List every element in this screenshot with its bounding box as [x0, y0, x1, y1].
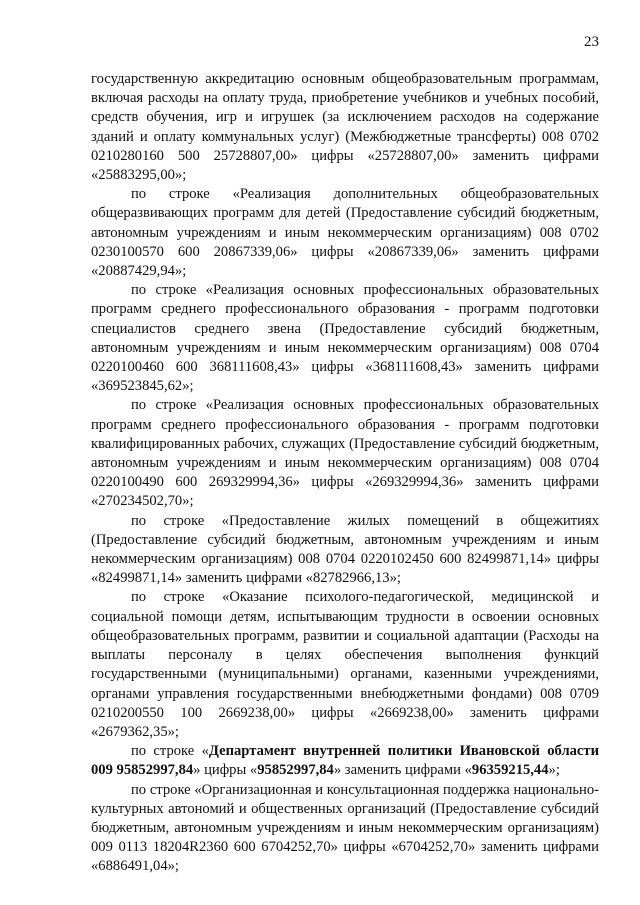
text-line: некоммерческим организациям) 008 0704 0220102450 600 82499871,14»: [91, 551, 552, 568]
text-line: организациям) 008 0704 0220100490 600 269329994,36» цифры: [91, 455, 599, 491]
text-line: по строке «Оказание психолого-педагогической, медицинской и: [131, 589, 599, 606]
text-line: (Расходы на выплаты персоналу в целях обеспечения выполнения функций: [91, 627, 599, 664]
text-line: некоммерческим организациям) 009 0113 18204R2360 600 6704252,70»: [91, 819, 600, 856]
text-line: (Предоставление субсидий бюджетным, автономным учреждениям и иным: [91, 531, 599, 548]
text-line: национально-культурных автономий и общественных организаций: [91, 781, 600, 817]
text-line: цифрами «2679362,35»;: [91, 704, 599, 740]
text-fragment: по строке «: [131, 743, 209, 760]
paragraph-7: [91, 742, 599, 780]
paragraph-3: [91, 281, 599, 396]
text-line: «368111608,43» заменить цифрами «369523845,62»;: [91, 359, 599, 395]
document-body: [91, 70, 599, 877]
text-line: организациям) 008 0702 0230100570 600 20867339,06» цифры «20867339,06»: [91, 224, 599, 260]
paragraph-5: [91, 512, 599, 589]
text-line: и учебных пособий, средств обучения, игр и игрушек (за исключением: [91, 90, 599, 126]
old-amount: 95852997,84: [257, 762, 334, 779]
text-line: «25728807,00» заменить цифрами «25883295,00»;: [91, 147, 599, 184]
text-line: общеобразовательных программ, развитии и социальной адаптации: [91, 627, 519, 644]
text-line: 008 0709 0210200550 100 2669238,00» цифры «2669238,00» заменить: [91, 685, 599, 721]
text-line: государственную аккредитацию основным общеобразовательным: [91, 71, 512, 87]
text-line: бюджетным, автономным учреждениям и иным некоммерческим: [91, 435, 599, 472]
page-number: 23: [584, 34, 599, 50]
text-line: «269329994,36» заменить цифрами «270234502,70»;: [91, 474, 599, 510]
paragraph-2: [91, 185, 599, 281]
text-line: квалифицированных рабочих, служащих (Предоставление субсидий: [91, 435, 517, 452]
text-line: по строке «Реализация дополнительных общеобразовательных: [131, 186, 599, 203]
text-line: расходов на содержание зданий и оплату коммунальных услуг): [91, 109, 599, 145]
text-fragment: » заменить цифрами «: [333, 762, 472, 779]
text-line: по строке «Реализация основных профессиональных образовательных: [131, 282, 599, 299]
text-line: общеразвивающих программ для детей (Предоставление субсидий: [91, 205, 516, 222]
text-line: заменить цифрами «20887429,94»;: [91, 243, 599, 280]
department-name: Департамент внутренней политики Ивановской области: [208, 743, 599, 760]
text-line: цифры «82499871,14» заменить цифрами «82782966,13»;: [91, 551, 600, 587]
new-amount: 96359215,44: [471, 762, 549, 779]
text-line: государственными (муниципальными) органами, казенными учреждениями,: [91, 666, 599, 683]
text-fragment: »;: [548, 762, 560, 779]
text-line: программ среднего профессионального образования - программ подготовки: [91, 416, 599, 433]
text-line: (Межбюджетные трансферты) 008 0702 0210280160 500 25728807,00» цифры: [91, 128, 600, 164]
text-line: по строке «Реализация основных профессиональных образовательных: [131, 397, 599, 414]
text-line: программ среднего профессионального образования - программ: [91, 301, 520, 318]
text-fragment: » цифры «: [193, 762, 258, 779]
text-line: по строке «Организационная и консультационная поддержка: [131, 781, 510, 798]
paragraph-4: [91, 396, 599, 511]
text-line: программам, включая расходы на оплату труда, приобретение учебников: [91, 71, 599, 107]
text-line: подготовки специалистов среднего звена (Предоставление субсидий: [91, 301, 600, 337]
text-line: бюджетным, автономным учреждениям и иным некоммерческим: [91, 205, 599, 241]
paragraph-6: [91, 588, 599, 742]
paragraph-8: [91, 781, 599, 877]
text-line: бюджетным, автономным учреждениям и иным некоммерческим: [91, 320, 599, 356]
text-line: организациям) 008 0704 0220100460 600 368111608,43» цифры: [91, 339, 599, 376]
text-line: цифры «6704252,70» заменить цифрами «6886491,04»;: [91, 839, 599, 875]
text-line: органами управления государственными внебюджетными фондами): [91, 685, 533, 702]
paragraph-1: [91, 70, 599, 185]
text-line: (Предоставление субсидий бюджетным, автономным учреждениям и иным: [91, 800, 599, 836]
department-code-amount: 009 95852997,84: [91, 762, 194, 779]
text-line: по строке «Предоставление жилых помещений в общежитиях: [131, 512, 599, 529]
text-line: социальной помощи детям, испытывающим трудности в освоении основных: [91, 608, 599, 625]
